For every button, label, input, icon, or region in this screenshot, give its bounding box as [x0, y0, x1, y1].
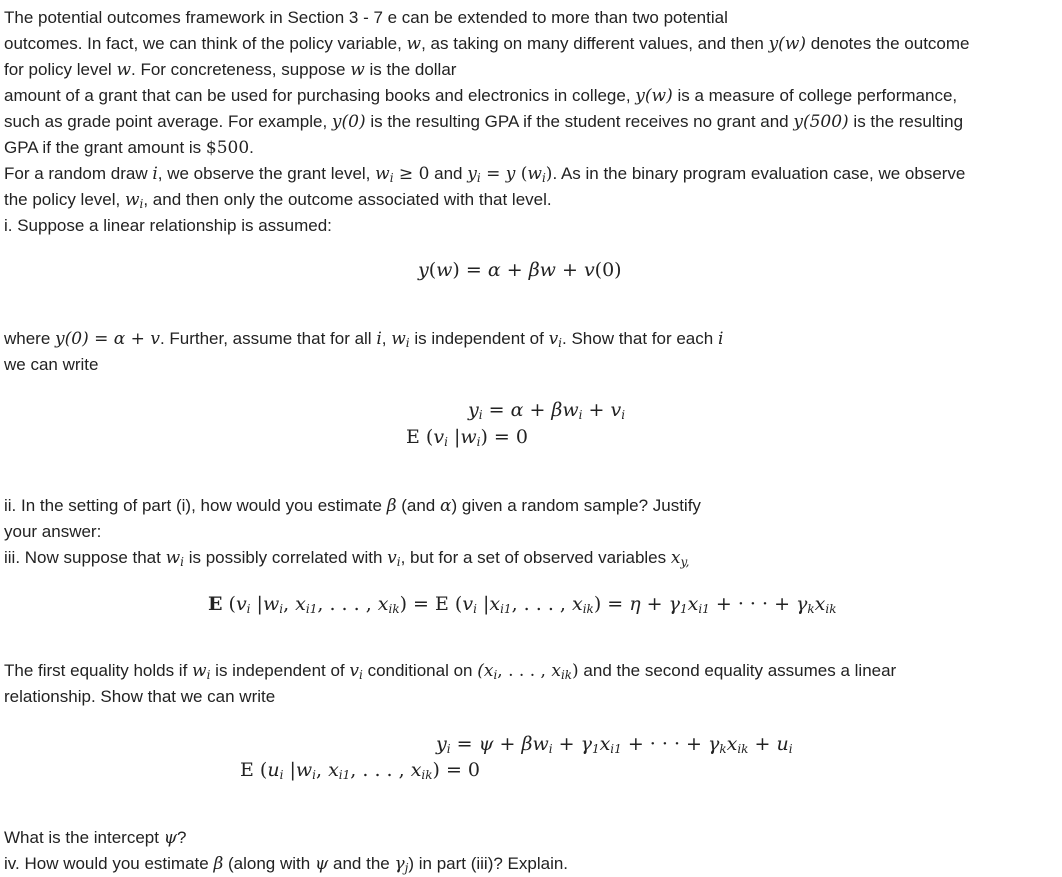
paragraph-text: ) given a random sample? Justify — [451, 496, 701, 515]
text-line — [4, 684, 275, 710]
paragraph-text: outcomes. In fact, we can think of the policy variable, — [4, 34, 407, 53]
paragraph-text: we can write — [4, 355, 99, 374]
paragraph-text: GPA if the grant amount is — [4, 138, 206, 157]
math-y-w: y(w) — [768, 34, 806, 54]
paragraph-text: the policy level, — [4, 190, 125, 209]
text-line — [4, 83, 957, 109]
text-line — [4, 326, 723, 352]
math-wi: $w_i$ — [165, 548, 184, 569]
part-ii-text: ii. In the setting of part (i), how would you estimate — [4, 496, 387, 515]
paragraph-text: ) in part (iii)? Explain. — [408, 854, 569, 873]
equation-3: E ($v_i$ $|w_i$, $x_{i1}$, . . . , $x_{ik}) = E$ ($v_i$ $|x_{i1}$, . . . , $x_{ik}) = \eta + \gamma_1x_{i1}$ + · · · + $\gamma_kx_{ik}$ — [208, 593, 837, 616]
math-wi: $w_i$ — [192, 661, 211, 682]
paragraph-text: relationship. Show that we can write — [4, 687, 276, 706]
text-line — [4, 851, 568, 877]
paragraph-text: What is the intercept — [4, 828, 164, 847]
equation-4a: $y_i = \psi + \beta w_i + \gamma_1x_{i1}$ + · · · + $\gamma_kx_{ik} + u_i$ — [436, 733, 793, 756]
equation-4b: E ($u_i$ $|w_i$, $x_{i1}$, . . . , $x_{ik}) = 0$ — [240, 759, 481, 782]
paragraph-text: The first equality holds if — [4, 661, 193, 680]
paragraph-text: your answer: — [4, 522, 102, 541]
text-line — [4, 545, 689, 571]
paragraph-text: conditional on — [362, 661, 478, 680]
paragraph-text: and — [429, 164, 468, 183]
paragraph-text: , and then only the outcome associated with that level. — [143, 190, 552, 209]
math-i: i — [376, 329, 382, 349]
paragraph-text: is possibly correlated with — [184, 548, 388, 567]
part-i-heading: i. Suppose a linear relationship is assumed: — [4, 216, 332, 235]
text-line — [4, 519, 101, 545]
math-beta: β — [213, 854, 224, 874]
paragraph-text: , — [381, 329, 392, 348]
paragraph-text: denotes the outcome — [806, 34, 970, 53]
math-y0: y(0) — [331, 112, 366, 132]
paragraph-text: is independent of — [409, 329, 549, 348]
text-line — [4, 187, 552, 213]
math-vi: $v_i$ — [548, 329, 563, 350]
text-line — [4, 57, 456, 83]
paragraph-text: (and — [396, 496, 440, 515]
math-i: i — [152, 164, 158, 184]
part-iv-text: iv. How would you estimate — [4, 854, 214, 873]
math-wi: $w_i$ — [391, 329, 410, 350]
math-w: w — [406, 34, 422, 54]
text-line — [4, 213, 332, 239]
paragraph-text: and the — [328, 854, 395, 873]
math-i: i — [717, 329, 724, 349]
math-yi-eq: $y_i = y$ $(w_i)$ — [467, 164, 553, 185]
paragraph-text: The potential outcomes framework in Section 3 - 7 e can be extended to more than two potential — [4, 8, 728, 27]
paragraph-text: is a measure of college performance, — [672, 86, 958, 105]
equation-2a: $y_i = \alpha + \beta w_i + v_i$ — [468, 399, 626, 422]
math-gammaj: $\gamma_j$ — [394, 854, 409, 875]
math-w: w — [350, 60, 365, 80]
paragraph-text: . For concreteness, suppose — [131, 60, 351, 79]
paragraph-text: where — [4, 329, 56, 348]
paragraph-text: , but for a set of observed variables — [400, 548, 671, 567]
equation-2b: E ($v_i$ $|w_i) = 0$ — [406, 426, 528, 449]
paragraph-text: For a random draw — [4, 164, 153, 183]
text-line — [4, 161, 965, 187]
math-y0: y(0) — [55, 329, 89, 349]
math-y-w: y(w) — [635, 86, 673, 106]
equation-1: y(w) = α + βw + v(0) — [418, 259, 622, 281]
paragraph-text: is independent of — [210, 661, 350, 680]
math-beta: β — [386, 496, 397, 516]
paragraph-text: , as taking on many different values, and then — [421, 34, 769, 53]
part-iii-text: iii. Now suppose that — [4, 548, 166, 567]
math-w: w — [116, 60, 131, 80]
paragraph-text: for policy level — [4, 60, 117, 79]
paragraph-text: , we observe the grant level, — [157, 164, 376, 183]
paragraph-text: is the dollar — [364, 60, 457, 79]
math-xy: $x_{y,}$ — [670, 548, 690, 569]
paragraph-text: . — [249, 138, 254, 157]
math-dollar500: $500 — [205, 138, 250, 158]
math-alpha-plus-v: = α + v — [88, 329, 160, 349]
paragraph-text: amount of a grant that can be used for purchasing books and electronics in college, — [4, 86, 636, 105]
paragraph-text: and the second equality assumes a linear — [578, 661, 897, 680]
math-alpha: α — [440, 496, 452, 516]
text-line — [4, 31, 970, 57]
math-wi-ge0: $w_i \ge 0$ — [375, 164, 430, 185]
text-line — [4, 135, 254, 161]
text-line — [4, 825, 187, 851]
math-psi: ψ — [314, 854, 329, 874]
paragraph-text: (along with — [223, 854, 315, 873]
paragraph-text: . Show that for each — [562, 329, 718, 348]
math-wi: $w_i$ — [124, 190, 144, 211]
text-line — [4, 5, 728, 31]
paragraph-text: is the resulting GPA if the student receives no grant and — [365, 112, 794, 131]
text-line — [4, 493, 701, 519]
paragraph-text: . As in the binary program evaluation case, we observe — [552, 164, 966, 183]
math-vi: $v_i$ — [349, 661, 363, 682]
text-line — [4, 352, 98, 378]
paragraph-text: . Further, assume that for all — [159, 329, 377, 348]
paragraph-text: such as grade point average. For example, — [4, 112, 332, 131]
math-xcond: ($x_i$, . . . , $x_{ik}$) — [477, 661, 579, 682]
math-psi: ψ — [163, 828, 178, 848]
paragraph-text: is the resulting — [848, 112, 964, 131]
math-vi: $v_i$ — [387, 548, 401, 569]
text-line — [4, 109, 963, 135]
text-line — [4, 658, 896, 684]
paragraph-text: ? — [177, 828, 187, 847]
math-y500: y(500) — [793, 112, 849, 132]
